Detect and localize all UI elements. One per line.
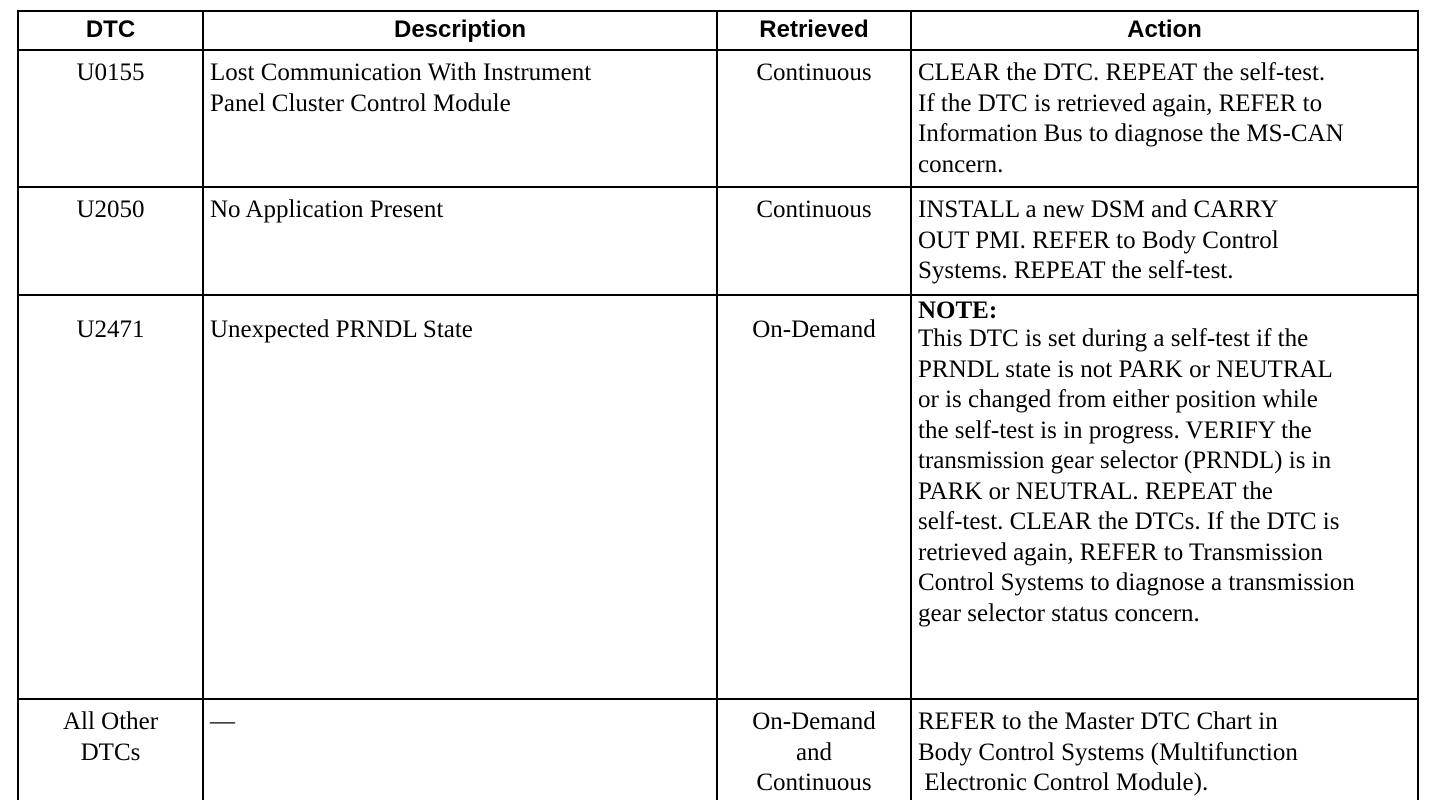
dtc-code — [18, 699, 203, 800]
dtc-action — [911, 295, 1418, 699]
dtc-description — [203, 295, 717, 699]
action-line: self-test. CLEAR the DTCs. If the DTC is — [918, 508, 1340, 535]
dtc-description — [203, 187, 717, 295]
dtc-retrieved: Continuous — [717, 50, 911, 187]
action-line: PARK or NEUTRAL. REPEAT the — [918, 477, 1273, 505]
action-line: Control Systems to diagnose a transmission — [918, 569, 1355, 596]
dtc-code: U0155 — [18, 50, 203, 187]
dtc-table — [17, 10, 1419, 800]
action-line: transmission gear selector (PRNDL) is in — [918, 447, 1332, 474]
action-line: Systems. REPEAT the self-test. — [918, 257, 1234, 284]
action-line: Information Bus to diagnose the MS-CAN — [918, 120, 1344, 147]
action-line: or is changed from either position while — [918, 386, 1318, 413]
header-retrieved: Retrieved — [717, 11, 911, 50]
header-dtc: DTC — [18, 11, 203, 50]
dtc-code: U2050 — [18, 187, 203, 295]
action-line: PRNDL state is not PARK or NEUTRAL — [918, 355, 1333, 383]
description-line: Panel Cluster Control Module — [210, 89, 511, 117]
action-line: REFER to the Master DTC Chart in — [918, 708, 1278, 735]
action-line: retrieved again, REFER to Transmission — [918, 538, 1323, 566]
dtc-code: U2471 — [18, 295, 203, 699]
table-row — [18, 50, 1418, 187]
dtc-retrieved — [717, 699, 911, 800]
dtc-retrieved: On-Demand — [717, 295, 911, 699]
dtc-description — [203, 50, 717, 187]
dtc-retrieved: Continuous — [717, 187, 911, 295]
header-description: Description — [203, 11, 717, 50]
table-row — [18, 295, 1418, 699]
dtc-line: DTCs — [80, 738, 141, 766]
table-row — [18, 187, 1418, 295]
action-line: Body Control Systems (Multifunction — [918, 738, 1298, 766]
dtc-line: All Other — [62, 708, 159, 735]
action-line: gear selector status concern. — [918, 599, 1200, 627]
retrieved-line: Continuous — [756, 769, 872, 796]
action-line: the self-test is in progress. VERIFY the — [918, 416, 1312, 444]
table-row — [18, 699, 1418, 800]
dtc-action — [911, 187, 1418, 295]
action-line: Electronic Control Module). — [918, 769, 1209, 796]
action-line: concern. — [918, 150, 1004, 178]
dtc-description — [203, 699, 717, 800]
action-line: This DTC is set during a self-test if the — [918, 325, 1309, 352]
dtc-action — [911, 699, 1418, 800]
description-line: — — [210, 708, 235, 735]
action-line: OUT PMI. REFER to Body Control — [918, 226, 1279, 254]
action-line: CLEAR the DTC. REPEAT the self-test. — [918, 59, 1326, 86]
header-row — [18, 11, 1418, 50]
retrieved-line: On-Demand — [752, 708, 876, 735]
retrieved-line: and — [795, 738, 833, 766]
action-line: INSTALL a new DSM and CARRY — [918, 196, 1279, 223]
description-line: Unexpected PRNDL State — [210, 316, 473, 343]
description-line: Lost Communication With Instrument — [210, 59, 592, 86]
note-label: NOTE: — [918, 297, 998, 324]
dtc-action — [911, 50, 1418, 187]
action-line: If the DTC is retrieved again, REFER to — [918, 89, 1323, 117]
description-line: No Application Present — [210, 196, 444, 223]
header-action: Action — [911, 11, 1418, 50]
